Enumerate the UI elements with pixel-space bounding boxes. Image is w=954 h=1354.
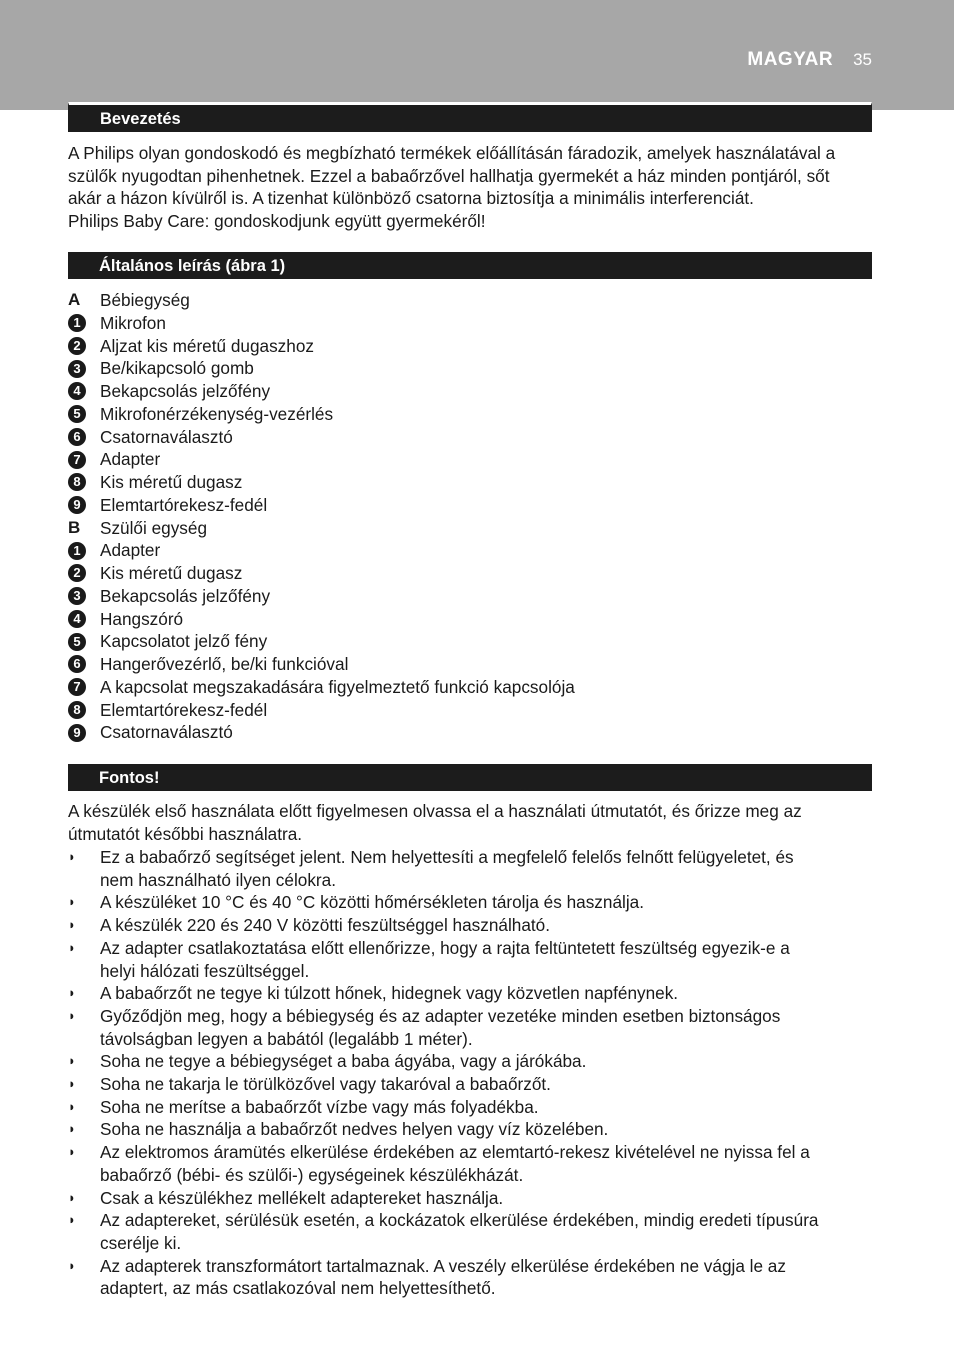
part-label: Elemtartórekesz-fedél xyxy=(100,494,268,515)
number-badge-icon xyxy=(68,451,100,469)
number-badge-icon xyxy=(68,496,100,514)
number-badge-icon xyxy=(68,610,100,628)
bullet-arrow-icon: ◗ xyxy=(68,939,76,955)
bullet-line: Soha ne használja a babaőrzőt nedves helyen vagy víz közelében. xyxy=(100,1119,609,1140)
badge-number: 3 xyxy=(68,360,86,378)
parts-list-item xyxy=(68,380,874,403)
parts-list-item xyxy=(68,653,874,676)
part-label: Mikrofon xyxy=(100,312,166,333)
intro-paragraph xyxy=(68,142,874,233)
parts-list-item xyxy=(68,312,874,335)
safety-bullet xyxy=(68,1118,874,1141)
bullet-line: Az adapterek transzformátort tartalmaznak. A veszély elkerülése érdekében ne vágja le az xyxy=(100,1255,786,1276)
parts-list-item xyxy=(68,471,874,494)
bullet-text xyxy=(100,1050,874,1073)
important-intro-line: A készülék első használata előtt figyelmesen olvassa el a használati útmutatót, és őrizze meg az xyxy=(68,801,802,821)
unit-letter-marker xyxy=(68,517,100,540)
safety-bullet xyxy=(68,1073,874,1096)
bullet-arrow-icon: ◗ xyxy=(68,1121,76,1137)
parts-list-item xyxy=(68,357,874,380)
part-label: Kis méretű dugasz xyxy=(100,472,243,492)
badge-number: 1 xyxy=(68,542,86,560)
bullet-line: Soha ne takarja le törülközővel vagy takaróval a babaőrzőt. xyxy=(100,1074,551,1095)
parts-list-item xyxy=(68,426,874,449)
part-label: Csatornaválasztó xyxy=(100,426,233,447)
parts-list-item xyxy=(68,721,874,744)
page-number: 35 xyxy=(853,50,872,69)
badge-number: 7 xyxy=(68,678,86,696)
badge-number: 6 xyxy=(68,655,86,673)
unit-letter: B xyxy=(68,517,81,537)
number-badge-icon xyxy=(68,314,100,332)
parts-list-item xyxy=(68,608,874,631)
bullet-text xyxy=(100,1209,874,1254)
number-badge-icon xyxy=(68,473,100,491)
parts-list-item xyxy=(68,562,874,585)
badge-number: 9 xyxy=(68,724,86,742)
bullet-text xyxy=(100,1118,874,1141)
bullet-arrow-icon: ◗ xyxy=(68,1076,76,1092)
bullet-text xyxy=(100,1005,874,1050)
number-badge-icon xyxy=(68,724,100,742)
bullet-line: Az elektromos áramütés elkerülése érdekében az elemtartó-rekesz kivételével ne nyissa fel a xyxy=(100,1142,810,1163)
bullet-text xyxy=(100,937,874,982)
part-label: A kapcsolat megszakadására figyelmeztető funkció kapcsolója xyxy=(100,676,575,697)
section-heading-general: Általános leírás (ábra 1) xyxy=(68,252,872,279)
parts-list-item xyxy=(68,335,874,358)
number-badge-icon xyxy=(68,655,100,673)
part-label: Adapter xyxy=(100,540,161,561)
part-label: Aljzat kis méretű dugaszhoz xyxy=(100,335,314,356)
parts-list-item xyxy=(68,403,874,426)
bullet-text xyxy=(100,914,874,937)
safety-bullet xyxy=(68,846,874,891)
bullet-line: Soha ne merítse a babaőrzőt vízbe vagy más folyadékba. xyxy=(100,1096,539,1117)
intro-line: Philips Baby Care: gondoskodjunk együtt gyermekéről! xyxy=(68,211,486,232)
intro-line: szülők nyugodtan pihenhetnek. Ezzel a babaőrzővel hallhatja gyermekét a ház minden pontjáról, sőt xyxy=(68,165,830,186)
number-badge-icon xyxy=(68,360,100,378)
bullet-arrow-icon: ◗ xyxy=(68,1212,76,1228)
unit-letter-marker xyxy=(68,289,100,312)
bullet-line: A készüléket 10 °C és 40 °C közötti hőmérsékleten tárolja és használja. xyxy=(100,892,644,913)
bullet-text xyxy=(100,1096,874,1119)
bullet-arrow-icon: ◗ xyxy=(68,917,76,933)
part-label: Kapcsolatot jelző fény xyxy=(100,631,268,652)
intro-line: akár a házon kívülről is. A tizenhat különböző csatorna biztosítja a minimális interferenciát. xyxy=(68,188,754,209)
safety-bullet xyxy=(68,1209,874,1254)
part-label: Elemtartórekesz-fedél xyxy=(100,699,268,720)
safety-bullet xyxy=(68,1005,874,1050)
number-badge-icon xyxy=(68,542,100,560)
number-badge-icon xyxy=(68,382,100,400)
bullet-arrow-icon: ◗ xyxy=(68,1189,76,1205)
badge-number: 2 xyxy=(68,337,86,355)
parts-list-item xyxy=(68,630,874,653)
number-badge-icon xyxy=(68,405,100,423)
part-label: Bébiegység xyxy=(100,290,190,310)
badge-number: 5 xyxy=(68,405,86,423)
number-badge-icon xyxy=(68,633,100,651)
bullet-line: cserélje ki. xyxy=(100,1232,182,1253)
badge-number: 1 xyxy=(68,314,86,332)
bullet-line: Ez a babaőrző segítséget jelent. Nem helyettesíti a megfelelő felelős felnőtt felügyeletet, és xyxy=(100,847,794,867)
badge-number: 7 xyxy=(68,451,86,469)
safety-bullet xyxy=(68,914,874,937)
parts-list-item xyxy=(68,585,874,608)
important-intro xyxy=(68,800,874,845)
bullet-line: adaptert, az más csatlakozóval nem helyettesíthető. xyxy=(100,1278,496,1299)
bullet-line: Az adaptereket, sérülésük esetén, a kockázatok elkerülése érdekében, mindig eredeti típusúra xyxy=(100,1210,819,1231)
safety-bullet xyxy=(68,891,874,914)
part-label: Bekapcsolás jelzőfény xyxy=(100,381,271,401)
bullet-text xyxy=(100,1073,874,1096)
safety-bullet-list xyxy=(68,846,874,1300)
badge-number: 8 xyxy=(68,701,86,719)
bullet-arrow-icon: ◗ xyxy=(68,849,76,864)
badge-number: 9 xyxy=(68,496,86,514)
header-language: MAGYAR xyxy=(747,49,834,70)
bullet-line: A babaőrzőt ne tegye ki túlzott hőnek, hidegnek vagy közvetlen napfénynek. xyxy=(100,983,679,1004)
bullet-line: Soha ne tegye a bébiegységet a baba ágyába, vagy a járókába. xyxy=(100,1051,587,1072)
bullet-line: távolságban legyen a babától (legalább 1 méter). xyxy=(100,1028,473,1049)
bullet-line: babaőrző (bébi- és szülői-) egységeinek készülékházát. xyxy=(100,1164,524,1185)
badge-number: 4 xyxy=(68,382,86,400)
header-bar xyxy=(0,0,954,110)
bullet-line: A készülék 220 és 240 V közötti feszültséggel használható. xyxy=(100,915,551,936)
bullet-line: Győződjön meg, hogy a bébiegység és az adapter vezetéke minden esetben biztonságos xyxy=(100,1005,781,1026)
section-heading-important: Fontos! xyxy=(68,764,872,791)
running-header xyxy=(747,49,872,71)
bullet-text xyxy=(100,1141,874,1186)
bullet-text xyxy=(100,1187,874,1210)
bullet-text xyxy=(100,982,874,1005)
safety-bullet xyxy=(68,1187,874,1210)
safety-bullet xyxy=(68,982,874,1005)
badge-number: 5 xyxy=(68,633,86,651)
parts-list-item xyxy=(68,539,874,562)
intro-line: A Philips olyan gondoskodó és megbízható termékek előállításán fáradozik, amelyek használatával a xyxy=(68,143,836,163)
bullet-arrow-icon: ◗ xyxy=(68,1053,76,1069)
bullet-line: nem használható ilyen célokra. xyxy=(100,869,336,890)
bullet-arrow-icon: ◗ xyxy=(68,985,76,1001)
number-badge-icon xyxy=(68,337,100,355)
bullet-line: Csak a készülékhez mellékelt adaptereket használja. xyxy=(100,1187,504,1208)
parts-list-item xyxy=(68,517,874,540)
bullet-text xyxy=(100,891,874,914)
badge-number: 2 xyxy=(68,564,86,582)
badge-number: 4 xyxy=(68,610,86,628)
safety-bullet xyxy=(68,1050,874,1073)
part-label: Mikrofonérzékenység-vezérlés xyxy=(100,403,334,424)
bullet-line: helyi hálózati feszültséggel. xyxy=(100,960,310,981)
bullet-text xyxy=(100,846,874,891)
bullet-arrow-icon: ◗ xyxy=(68,1007,76,1023)
bullet-arrow-icon: ◗ xyxy=(68,1144,76,1160)
bullet-arrow-icon: ◗ xyxy=(68,1257,76,1273)
badge-number: 8 xyxy=(68,473,86,491)
bullet-arrow-icon: ◗ xyxy=(68,894,76,910)
parts-list-item xyxy=(68,448,874,471)
part-label: Kis méretű dugasz xyxy=(100,563,243,583)
part-label: Adapter xyxy=(100,449,161,470)
safety-bullet xyxy=(68,1255,874,1300)
number-badge-icon xyxy=(68,678,100,696)
badge-number: 6 xyxy=(68,428,86,446)
unit-letter: A xyxy=(68,290,81,309)
important-intro-line: útmutatót későbbi használatra. xyxy=(68,823,303,844)
safety-bullet xyxy=(68,937,874,982)
parts-list xyxy=(68,289,874,744)
part-label: Hangszóró xyxy=(100,608,184,629)
section-heading-intro: Bevezetés xyxy=(68,102,872,132)
part-label: Szülői egység xyxy=(100,517,208,538)
number-badge-icon xyxy=(68,564,100,582)
part-label: Csatornaválasztó xyxy=(100,722,233,743)
safety-bullet xyxy=(68,1096,874,1119)
part-label: Hangerővezérlő, be/ki funkcióval xyxy=(100,654,349,674)
bullet-line: Az adapter csatlakoztatása előtt ellenőrizze, hogy a rajta feltüntetett feszültség egyezik-e a xyxy=(100,937,790,958)
parts-list-item xyxy=(68,289,874,312)
bullet-arrow-icon: ◗ xyxy=(68,1098,76,1114)
part-label: Bekapcsolás jelzőfény xyxy=(100,585,271,606)
number-badge-icon xyxy=(68,428,100,446)
parts-list-item xyxy=(68,699,874,722)
bullet-text xyxy=(100,1255,874,1300)
parts-list-item xyxy=(68,494,874,517)
number-badge-icon xyxy=(68,587,100,605)
parts-list-item xyxy=(68,676,874,699)
badge-number: 3 xyxy=(68,587,86,605)
safety-bullet xyxy=(68,1141,874,1186)
part-label: Be/kikapcsoló gomb xyxy=(100,358,254,379)
number-badge-icon xyxy=(68,701,100,719)
